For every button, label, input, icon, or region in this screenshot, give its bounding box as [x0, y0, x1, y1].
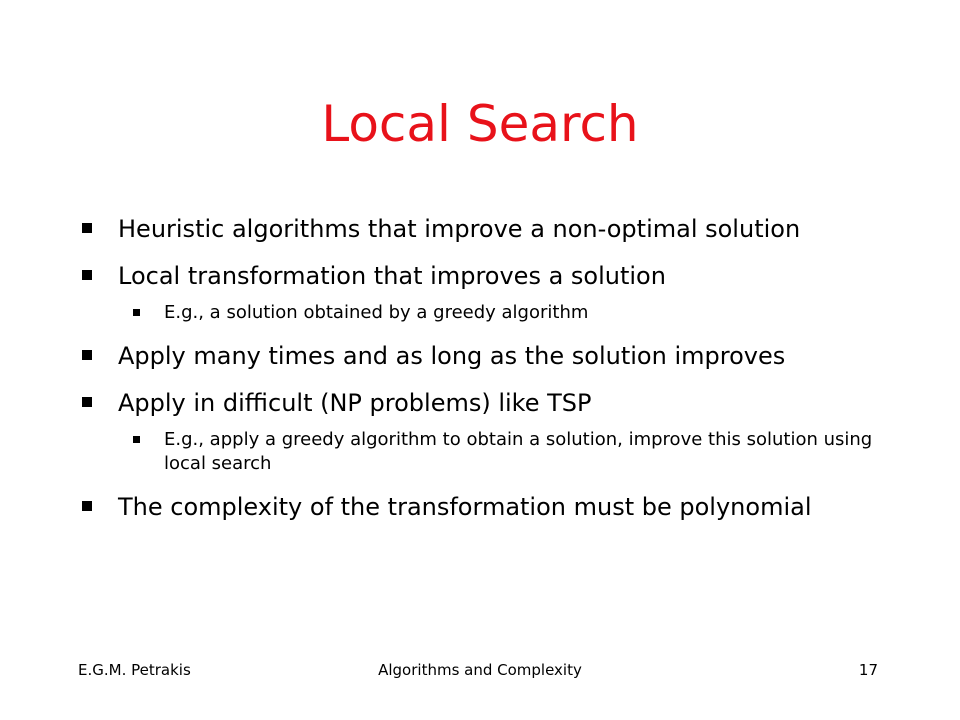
- bullet-item: [80, 214, 880, 245]
- sub-bullet-list: [118, 428, 880, 476]
- footer-author: E.G.M. Petrakis: [78, 661, 191, 679]
- square-bullet-icon: [82, 350, 92, 360]
- bullet-item: [80, 388, 880, 476]
- bullet-text: The complexity of the transformation must be polynomial: [118, 493, 812, 521]
- slide-title: Local Search: [321, 95, 639, 153]
- square-bullet-icon: [133, 309, 140, 316]
- bullet-item: [80, 492, 880, 523]
- bullet-item: [80, 261, 880, 325]
- square-bullet-icon: [82, 397, 92, 407]
- sub-bullet-text: E.g., apply a greedy algorithm to obtain a solution, improve this solution using local search: [164, 429, 873, 474]
- bullet-text: Heuristic algorithms that improve a non-optimal solution: [118, 215, 801, 243]
- bullet-item: [80, 341, 880, 372]
- footer-course: Algorithms and Complexity: [378, 661, 582, 679]
- square-bullet-icon: [133, 436, 140, 443]
- sub-bullet-item: [118, 428, 880, 476]
- sub-bullet-item: [118, 301, 880, 325]
- footer-page-number: 17: [858, 661, 878, 679]
- bullet-list: [80, 214, 880, 539]
- bullet-text: Apply in difficult (NP problems) like TSP: [118, 389, 592, 417]
- square-bullet-icon: [82, 270, 92, 280]
- sub-bullet-text: E.g., a solution obtained by a greedy algorithm: [164, 302, 589, 323]
- bullet-text: Local transformation that improves a solution: [118, 262, 666, 290]
- sub-bullet-list: [118, 301, 880, 325]
- square-bullet-icon: [82, 501, 92, 511]
- bullet-text: Apply many times and as long as the solution improves: [118, 342, 786, 370]
- square-bullet-icon: [82, 223, 92, 233]
